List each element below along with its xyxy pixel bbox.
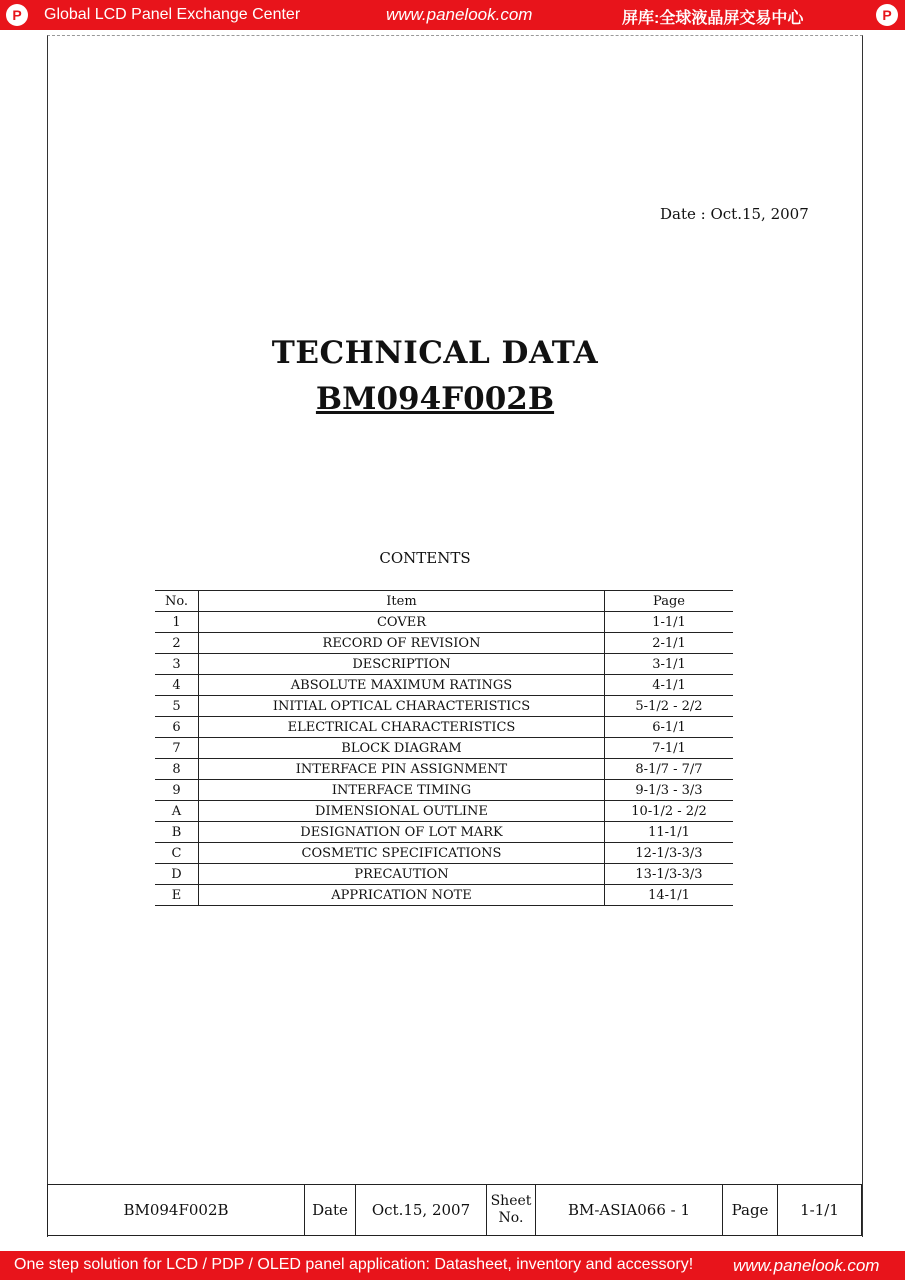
row-item: APPRICATION NOTE (199, 885, 605, 906)
row-no: E (155, 885, 199, 906)
banner-url-link[interactable]: www.panelook.com (386, 5, 533, 24)
footer-page-label: Page (723, 1185, 778, 1236)
footer-date-value: Oct.15, 2007 (356, 1185, 487, 1236)
top-banner (0, 0, 905, 30)
row-page: 3-1/1 (605, 654, 734, 675)
header-no: No. (155, 591, 199, 612)
panelook-logo-icon[interactable]: P (6, 4, 28, 26)
row-item: DIMENSIONAL OUTLINE (199, 801, 605, 822)
bottom-banner (0, 1251, 905, 1280)
row-no: B (155, 822, 199, 843)
table-row (155, 843, 733, 864)
row-no: A (155, 801, 199, 822)
row-page: 1-1/1 (605, 612, 734, 633)
footer-sheet-value: BM-ASIA066 - 1 (536, 1185, 723, 1236)
table-row (155, 612, 733, 633)
contents-heading: CONTENTS (379, 549, 471, 567)
table-row (155, 759, 733, 780)
row-item: RECORD OF REVISION (199, 633, 605, 654)
row-page: 13-1/3-3/3 (605, 864, 734, 885)
row-item: PRECAUTION (199, 864, 605, 885)
footer-page-value: 1-1/1 (778, 1185, 862, 1236)
table-row (155, 675, 733, 696)
row-item: DESIGNATION OF LOT MARK (199, 822, 605, 843)
table-row (155, 864, 733, 885)
row-item: COSMETIC SPECIFICATIONS (199, 843, 605, 864)
footer-table (47, 1184, 862, 1236)
table-row (155, 822, 733, 843)
contents-table (155, 590, 733, 906)
row-item: DESCRIPTION (199, 654, 605, 675)
table-row (155, 780, 733, 801)
row-no: 9 (155, 780, 199, 801)
row-no: 3 (155, 654, 199, 675)
row-no: 4 (155, 675, 199, 696)
row-item: BLOCK DIAGRAM (199, 738, 605, 759)
table-row (155, 801, 733, 822)
row-no: 7 (155, 738, 199, 759)
row-page: 9-1/3 - 3/3 (605, 780, 734, 801)
row-page: 8-1/7 - 7/7 (605, 759, 734, 780)
row-no: C (155, 843, 199, 864)
row-no: 6 (155, 717, 199, 738)
row-page: 2-1/1 (605, 633, 734, 654)
table-row (155, 696, 733, 717)
document-date: Date : Oct.15, 2007 (660, 205, 809, 223)
table-row (155, 717, 733, 738)
table-row (155, 738, 733, 759)
row-page: 7-1/1 (605, 738, 734, 759)
header-item: Item (199, 591, 605, 612)
row-item: INTERFACE PIN ASSIGNMENT (199, 759, 605, 780)
table-row (155, 633, 733, 654)
table-row (155, 654, 733, 675)
document-title: TECHNICAL DATA (271, 335, 599, 371)
model-number: BM094F002B (315, 381, 555, 417)
row-no: 2 (155, 633, 199, 654)
row-item: INITIAL OPTICAL CHARACTERISTICS (199, 696, 605, 717)
panelook-logo-icon[interactable]: P (876, 4, 898, 26)
row-item: COVER (199, 612, 605, 633)
sheet-label-line2: No. (498, 1210, 524, 1226)
row-page: 11-1/1 (605, 822, 734, 843)
banner-title: Global LCD Panel Exchange Center (44, 6, 301, 23)
row-no: D (155, 864, 199, 885)
row-page: 5-1/2 - 2/2 (605, 696, 734, 717)
row-page: 10-1/2 - 2/2 (605, 801, 734, 822)
table-row (155, 885, 733, 906)
table-header-row (155, 591, 733, 612)
row-page: 12-1/3-3/3 (605, 843, 734, 864)
row-page: 6-1/1 (605, 717, 734, 738)
banner-url-link[interactable]: www.panelook.com (733, 1256, 880, 1275)
row-no: 1 (155, 612, 199, 633)
footer-date-label: Date (305, 1185, 356, 1236)
row-page: 4-1/1 (605, 675, 734, 696)
row-no: 5 (155, 696, 199, 717)
row-item: ELECTRICAL CHARACTERISTICS (199, 717, 605, 738)
row-page: 14-1/1 (605, 885, 734, 906)
row-item: ABSOLUTE MAXIMUM RATINGS (199, 675, 605, 696)
footer-sheet-label (487, 1185, 536, 1236)
row-item: INTERFACE TIMING (199, 780, 605, 801)
row-no: 8 (155, 759, 199, 780)
sheet-label-line1: Sheet (490, 1193, 532, 1209)
footer-model: BM094F002B (48, 1185, 305, 1236)
banner-slogan: One step solution for LCD / PDP / OLED panel application: Datasheet, inventory and accessory! (14, 1256, 694, 1273)
banner-chinese-text: 屏库:全球液晶屏交易中心 (622, 10, 804, 27)
header-page: Page (605, 591, 734, 612)
